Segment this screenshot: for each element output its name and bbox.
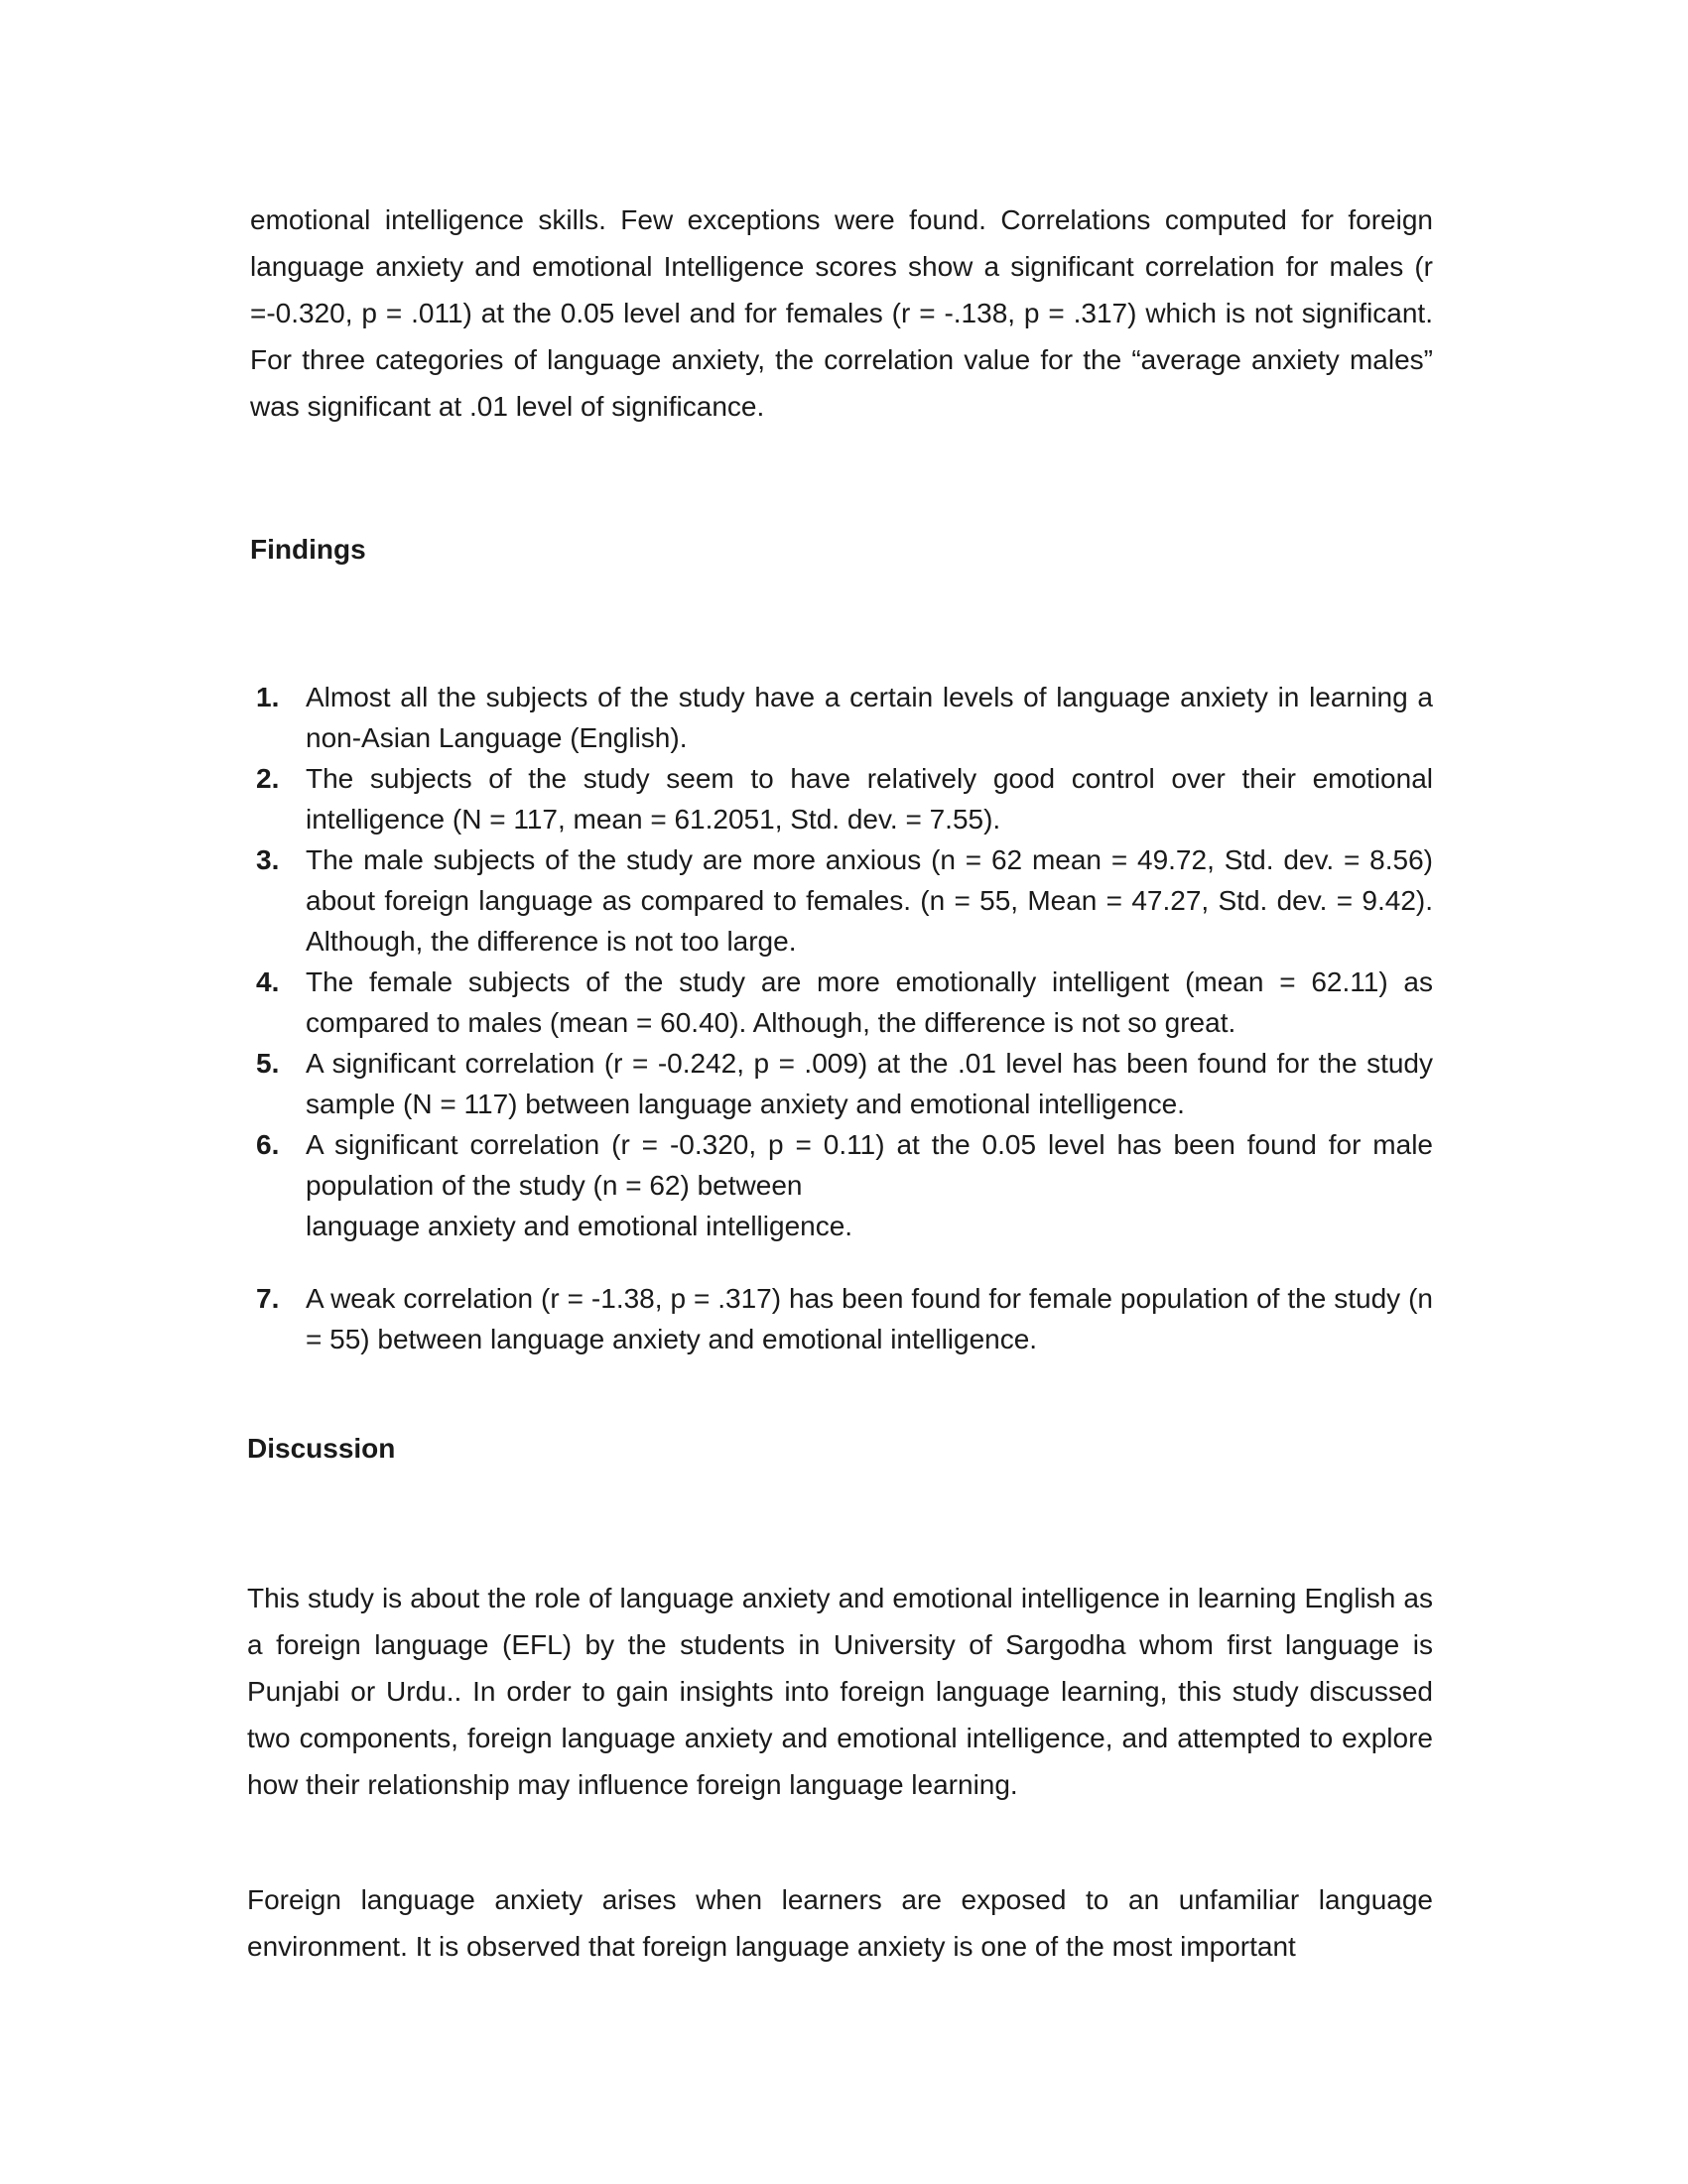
list-item (250, 839, 1433, 962)
list-item (250, 1124, 1433, 1246)
list-item-number: 2. (256, 763, 280, 794)
list-item (250, 962, 1433, 1043)
list-item-text: A significant correlation (r = -0.320, p = 0.11) at the 0.05 level has been found for male population of the study (n = 62) between (306, 1129, 1433, 1201)
list-item-text: The subjects of the study seem to have relatively good control over their emotional intelligence (N = 117, mean = 61.2051, Std. dev. = 7.55). (306, 763, 1433, 835)
list-item-number: 5. (256, 1048, 280, 1079)
list-item-number: 4. (256, 966, 280, 997)
discussion-paragraph-2: Foreign language anxiety arises when learners are exposed to an unfamiliar language environment. It is observed that foreign language anxiety is one of the most important (247, 1884, 1433, 1962)
list-item (250, 677, 1433, 758)
list-item-text: The female subjects of the study are more emotionally intelligent (mean = 62.11) as compared to males (mean = 60.40). Although, the difference is not so great. (306, 966, 1433, 1038)
list-item-text: Almost all the subjects of the study have a certain levels of language anxiety in learning a non-Asian Language (English). (306, 682, 1433, 753)
list-item-number: 3. (256, 844, 280, 875)
list-item-number: 7. (256, 1283, 280, 1314)
list-item-text: The male subjects of the study are more anxious (n = 62 mean = 49.72, Std. dev. = 8.56) about foreign language as compared to females. (n = 55, Mean = 47.27, Std. dev. = 9.42). Although, the difference is not too large. (306, 844, 1433, 957)
discussion-heading: Discussion (247, 1433, 396, 1464)
list-item (250, 1043, 1433, 1124)
findings-heading: Findings (250, 534, 366, 565)
intro-paragraph: emotional intelligence skills. Few exceptions were found. Correlations computed for foreign language anxiety and emotional Intelligence scores show a significant correlation for males (r =-0.320, p = .011) at the 0.05 level and for females (r = -.138, p = .317) which is not significant. For three categories of language anxiety, the correlation value for the “average anxiety males” was significant at .01 level of significance. (250, 204, 1433, 422)
findings-list (250, 677, 1433, 1359)
list-item-text-continued: language anxiety and emotional intelligence. (306, 1211, 853, 1241)
list-item-text: A weak correlation (r = -1.38, p = .317) has been found for female population of the study (n = 55) between language anxiety and emotional intelligence. (306, 1283, 1433, 1354)
discussion-paragraph-1: This study is about the role of language anxiety and emotional intelligence in learning English as a foreign language (EFL) by the students in University of Sargodha whom first language is Punjabi or Urdu.. In order to gain insights into foreign language learning, this study discussed two components, foreign language anxiety and emotional intelligence, and attempted to explore how their relationship may influence foreign language learning. (247, 1583, 1433, 1800)
list-item-number: 1. (256, 682, 280, 712)
list-item-text: A significant correlation (r = -0.242, p = .009) at the .01 level has been found for the study sample (N = 117) between language anxiety and emotional intelligence. (306, 1048, 1433, 1119)
list-item-number: 6. (256, 1129, 280, 1160)
list-item (250, 758, 1433, 839)
list-item (250, 1278, 1433, 1359)
